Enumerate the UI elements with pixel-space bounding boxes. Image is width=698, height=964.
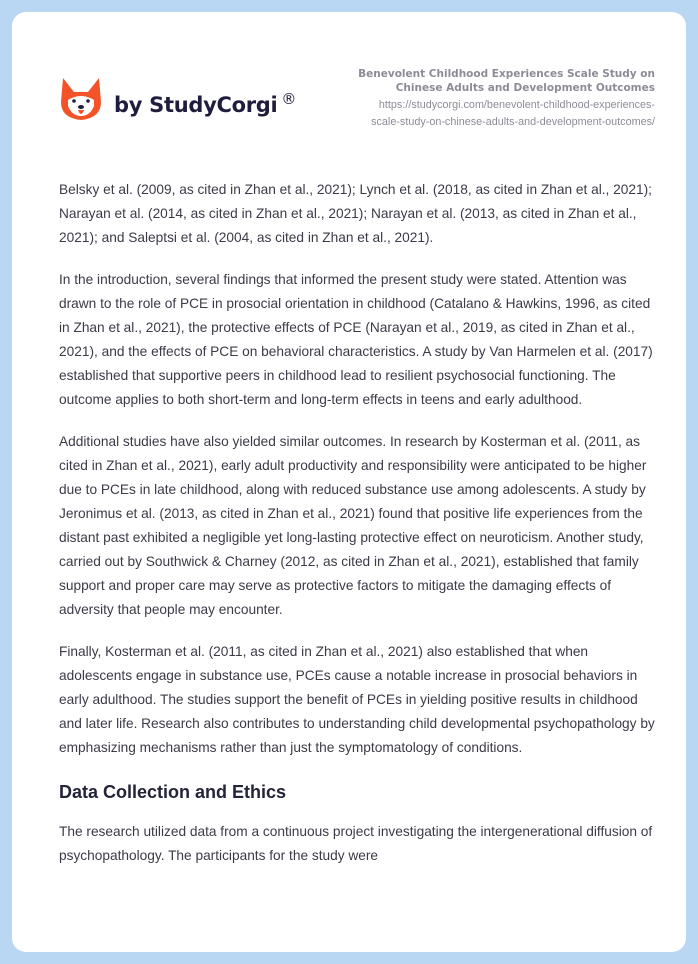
document-body [59,178,659,886]
paragraph: Additional studies have also yielded similar outcomes. In research by Kosterman et al. (2011, as cited in Zhan et al., 2021), early adult productivity and responsibility were anticipated to be higher due to PCEs in late childhood, along with reduced substance use among adolescents. A study by Jeronimus et al. (2013, as cited in Zhan et al., 2021) found that positive life experiences from the distant past exhibited a negligible yet long-lasting protective effect on neuroticism. Another study, carried out by Southwick & Charney (2012, as cited in Zhan et al., 2021), established that family support and proper care may serve as protective factors to mitigate the damaging effects of adversity that people may encounter. [59,434,647,617]
document-page [12,12,686,952]
brand-text: by StudyCorgi [114,92,278,117]
paragraph: In the introduction, several findings that informed the present study were stated. Attention was drawn to the role of PCE in prosocial orientation in childhood (Catalano & Hawkins, 1996, as cited in Zhan et al., 2021), the protective effects of PCE (Narayan et al., 2019, as cited in Zhan et al., 2021), and the effects of PCE on behavioral characteristics. A study by Van Harmelen et al. (2017) established that supportive peers in childhood lead to resilient psychosocial functioning. The outcome applies to both short-term and long-term effects in teens and early adulthood. [59,272,653,407]
paragraph: The research utilized data from a continuous project investigating the intergenerational diffusion of psychopathology. The participants for the study were [59,824,653,863]
document-title-line-1: Benevolent Childhood Experiences Scale Study on [358,68,655,80]
document-url-line-2[interactable]: scale-study-on-chinese-adults-and-development-outcomes/ [371,116,655,128]
document-title-line-2: Chinese Adults and Development Outcomes [395,82,655,94]
document-meta [315,67,655,129]
corgi-logo-icon [60,76,102,122]
paragraph: Belsky et al. (2009, as cited in Zhan et al., 2021); Lynch et al. (2018, as cited in Zhan et al., 2021); Narayan et al. (2014, as cited in Zhan et al., 2021); Narayan et al. (2013, as cited in Zhan et al., 2021); and Saleptsi et al. (2004, as cited in Zhan et al., 2021). [59,182,652,245]
registered-mark: ® [281,89,297,108]
page-header [12,12,686,152]
brand-name [114,90,296,117]
section-heading: Data Collection and Ethics [59,782,287,802]
paragraph: Finally, Kosterman et al. (2011, as cited in Zhan et al., 2021) also established that when adolescents engage in substance use, PCEs cause a notable increase in prosocial behaviors in early adulthood. The studies support the benefit of PCEs in yielding positive results in childhood and later life. Research also contributes to understanding child developmental psychopathology by emphasizing mechanisms rather than just the symptomatology of conditions. [59,644,655,755]
document-url-line-1[interactable]: https://studycorgi.com/benevolent-childhood-experiences- [378,99,655,111]
studycorgi-logo[interactable] [60,76,296,122]
